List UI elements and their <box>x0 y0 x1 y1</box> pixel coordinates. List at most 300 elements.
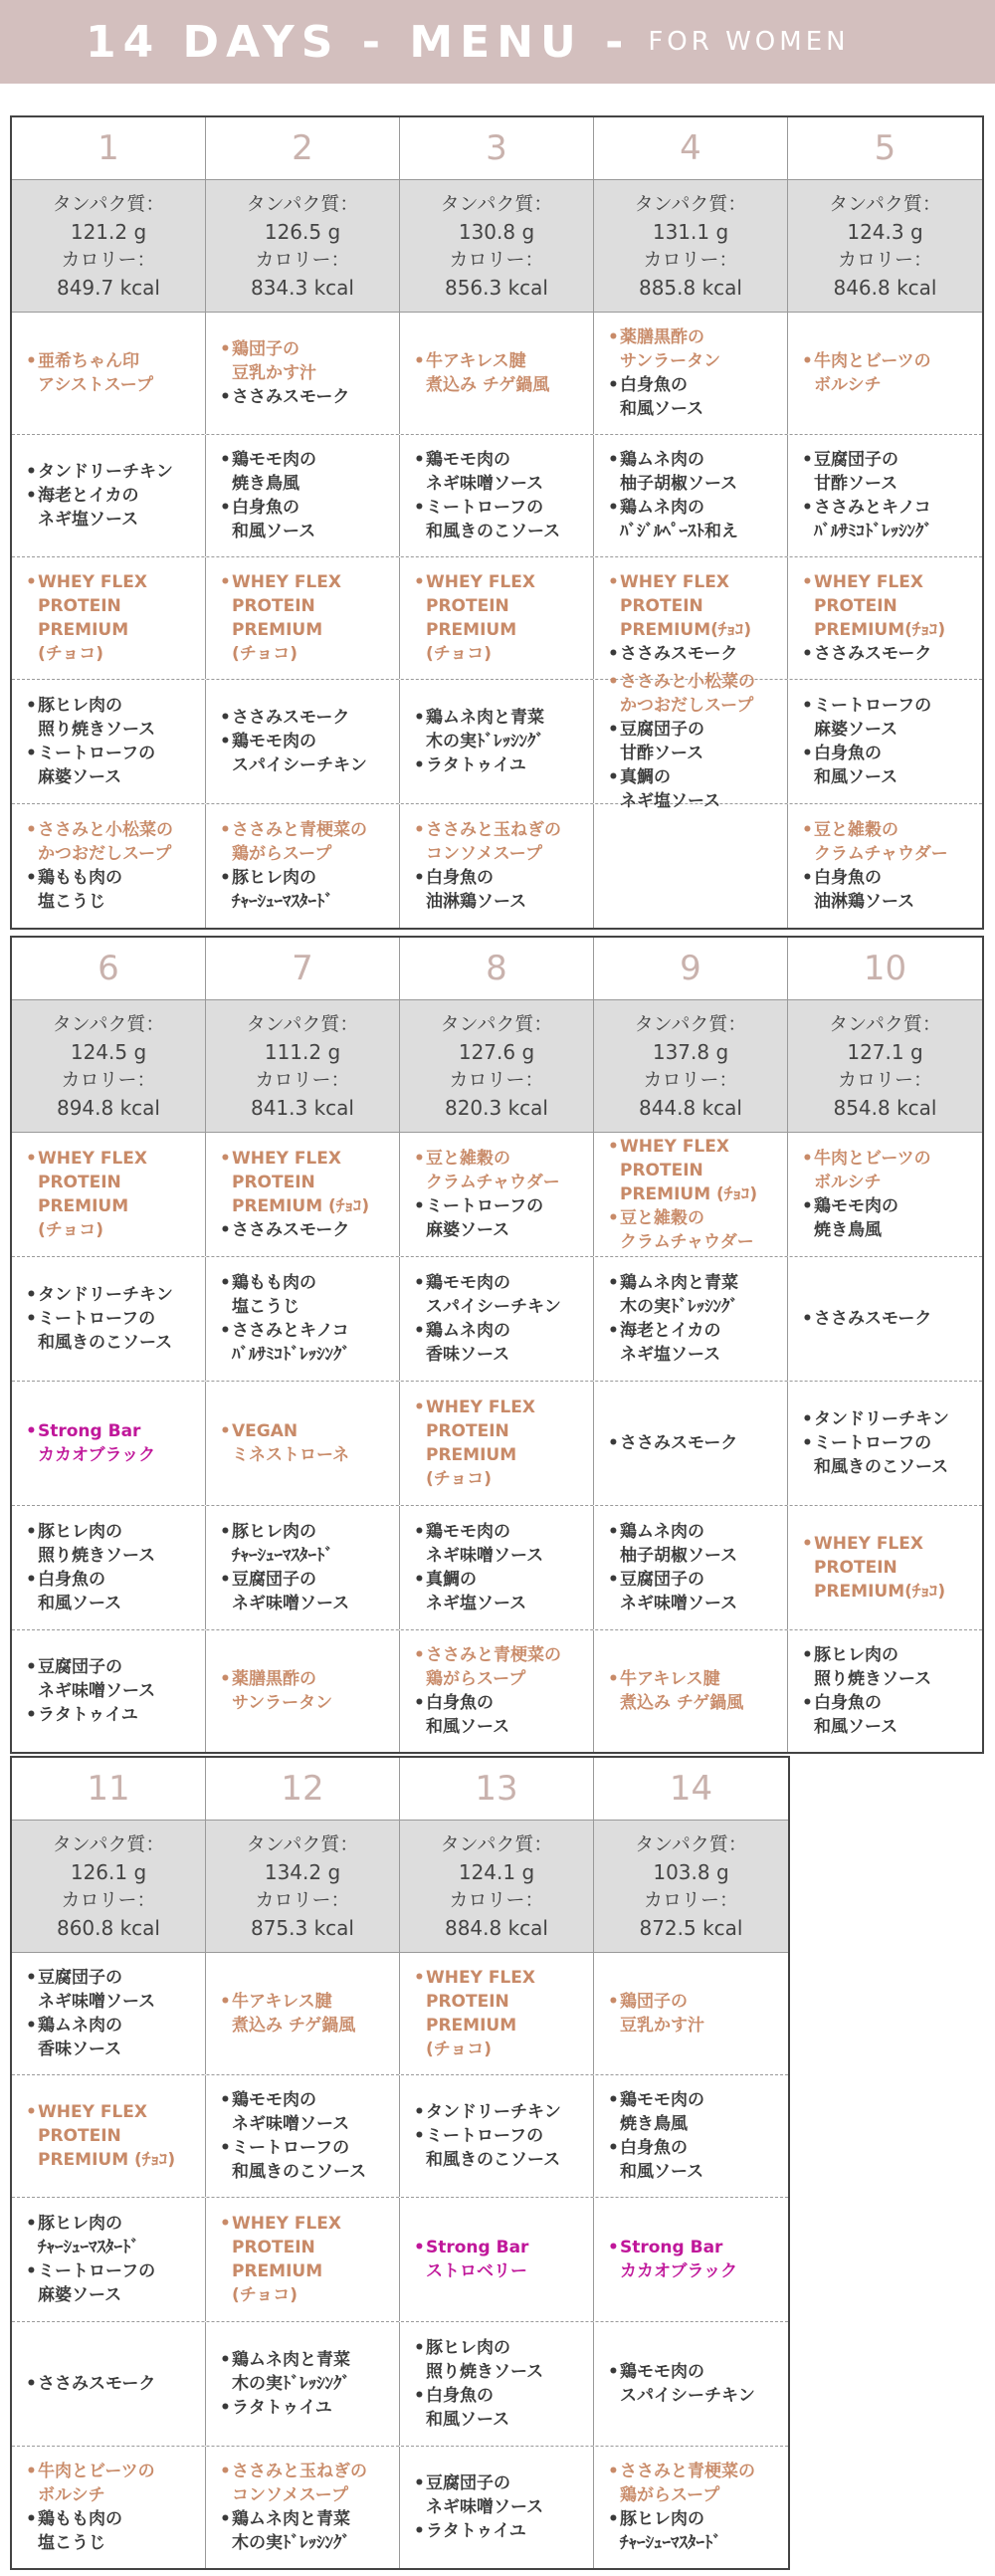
nutrition-row <box>12 180 982 313</box>
bullet-icon: • <box>220 450 231 470</box>
bullet-icon: • <box>608 1137 619 1157</box>
bullet-icon: • <box>608 1522 619 1542</box>
menu-item <box>220 2136 395 2184</box>
menu-item <box>414 866 589 914</box>
menu-item <box>220 1419 395 1467</box>
nutrition-cell <box>206 1821 400 1952</box>
menu-item-text: 牛肉とビーツの ボルシチ <box>814 1149 931 1192</box>
meal-cell <box>400 557 594 679</box>
bullet-icon: • <box>26 2102 37 2122</box>
bullet-icon: • <box>26 1421 37 1441</box>
menu-item-text: 鶏モモ肉の 焼き鳥風 <box>620 2090 704 2134</box>
menu-item-text: ささみとキノコ ﾊﾞﾙｻﾐｺﾄﾞﾚｯｼﾝｸﾞ <box>232 1321 350 1365</box>
protein-label: タンパク質： <box>829 193 941 215</box>
day-number: 13 <box>400 1758 594 1820</box>
meal-cell <box>594 1506 788 1629</box>
menu-item <box>414 349 589 397</box>
menu-item <box>26 2507 201 2555</box>
bullet-icon: • <box>414 1273 425 1293</box>
menu-item <box>26 694 201 742</box>
meal-cell <box>594 1953 788 2074</box>
menu-item <box>220 706 395 730</box>
meal-cell <box>594 2447 788 2568</box>
calories-value: 872.5 kcal <box>639 1916 743 1940</box>
menu-item-text: 鶏ムネ肉の 香味ソース <box>38 2016 122 2059</box>
bullet-icon: • <box>26 1570 37 1590</box>
meal-cell <box>206 1506 400 1629</box>
bullet-icon: • <box>220 2350 231 2370</box>
calories-label: カロリー： <box>255 249 350 271</box>
bullet-icon: • <box>220 708 231 728</box>
menu-item <box>220 2460 395 2507</box>
nutrition-cell <box>12 1000 206 1132</box>
bullet-icon: • <box>608 767 619 787</box>
menu-item <box>802 1147 978 1194</box>
meal-cell <box>788 557 982 679</box>
calories-label: カロリー： <box>255 1069 350 1091</box>
bullet-icon: • <box>608 375 619 395</box>
menu-item <box>26 2259 201 2307</box>
menu-item-text: 牛アキレス腱 煮込み チゲ鍋風 <box>232 1992 356 2036</box>
bullet-icon: • <box>26 2462 37 2481</box>
calories-label: カロリー： <box>643 249 738 271</box>
menu-item-text: WHEY FLEX PROTEIN PREMIUM(ﾁｮｺ) <box>814 1534 946 1602</box>
meal-cell <box>206 435 400 556</box>
menu-item-text: 豆腐団子の ネギ味噌ソース <box>38 1968 156 2012</box>
menu-item-text: WHEY FLEX PROTEIN PREMIUM (ﾁｮｺ) <box>38 2102 176 2170</box>
menu-item-text: 白身魚の 和風ソース <box>814 744 898 787</box>
bullet-icon: • <box>220 339 231 359</box>
meal-row <box>12 1506 982 1630</box>
bullet-icon: • <box>608 1992 619 2012</box>
bullet-icon: • <box>220 732 231 751</box>
menu-item <box>414 2236 589 2283</box>
menu-item <box>608 1667 783 1715</box>
menu-item-text: ミートローフの 和風きのこソース <box>814 1433 949 1477</box>
meal-cell <box>400 1382 594 1505</box>
meal-cell <box>206 2075 400 2197</box>
bullet-icon: • <box>608 327 619 347</box>
bullet-icon: • <box>26 696 37 716</box>
protein-label: タンパク質： <box>246 1833 359 1855</box>
menu-item <box>220 1568 395 1615</box>
protein-label: タンパク質： <box>52 1833 165 1855</box>
meal-cell <box>206 1953 400 2074</box>
bullet-icon: • <box>802 450 813 470</box>
meal-cell <box>400 1630 594 1752</box>
menu-item <box>26 349 201 397</box>
protein-label: タンパク質： <box>246 193 359 215</box>
menu-item-text: 牛アキレス腱 煮込み チゲ鍋風 <box>620 1669 744 1713</box>
menu-item-text: Strong Bar ストロベリー <box>426 2238 529 2281</box>
bullet-icon: • <box>220 2214 231 2234</box>
menu-item <box>608 2460 784 2507</box>
menu-item <box>608 325 783 373</box>
calories-label: カロリー： <box>61 1069 156 1091</box>
menu-item <box>414 1271 589 1319</box>
menu-item-text: Strong Bar カカオブラック <box>620 2238 738 2281</box>
menu-item-text: 豚ヒレ肉の 照り焼きソース <box>426 2338 544 2382</box>
menu-item-text: 鶏団子の 豆乳かす汁 <box>620 1992 704 2036</box>
protein-value: 131.1 g <box>652 220 729 244</box>
protein-value: 121.2 g <box>70 220 147 244</box>
menu-item-text: 鶏団子の 豆乳かす汁 <box>232 339 316 383</box>
meal-cell <box>594 672 788 811</box>
menu-item-text: ささみスモーク <box>232 387 350 407</box>
bullet-icon: • <box>26 2261 37 2281</box>
meal-cell <box>400 2198 594 2321</box>
menu-item-text: 白身魚の 和風ソース <box>38 1570 122 1613</box>
menu-item-text: 豚ヒレ肉の ﾁｬｰｼｭｰﾏｽﾀｰﾄﾞ <box>232 1522 333 1566</box>
bullet-icon: • <box>414 450 425 470</box>
calories-value: 894.8 kcal <box>56 1096 160 1120</box>
meal-row <box>12 1382 982 1506</box>
bullet-icon: • <box>26 2509 37 2529</box>
bullet-icon: • <box>220 1321 231 1341</box>
meal-cell <box>594 1257 788 1381</box>
menu-item <box>220 866 395 914</box>
day-number-row <box>12 117 982 180</box>
menu-item <box>608 2236 784 2283</box>
bullet-icon: • <box>26 486 37 506</box>
bullet-icon: • <box>220 1421 231 1441</box>
meal-cell <box>206 313 400 434</box>
bullet-icon: • <box>414 1149 425 1169</box>
protein-value: 127.6 g <box>458 1040 535 1064</box>
bullet-icon: • <box>220 572 231 592</box>
calories-value: 854.8 kcal <box>833 1096 937 1120</box>
meal-row <box>12 804 982 928</box>
menu-item <box>414 753 589 777</box>
calories-label: カロリー： <box>643 1889 738 1911</box>
menu-item <box>802 1431 978 1479</box>
day-number: 14 <box>669 1769 713 1809</box>
bullet-icon: • <box>26 2374 37 2394</box>
meal-cell <box>12 2322 206 2446</box>
menu-item <box>26 1307 201 1355</box>
menu-item <box>26 866 201 914</box>
meal-row <box>12 313 982 435</box>
day-number: 9 <box>594 938 788 999</box>
day-number: 5 <box>874 128 896 168</box>
menu-item-text: 豆腐団子の ネギ味噌ソース <box>232 1570 350 1613</box>
bullet-icon: • <box>414 572 425 592</box>
menu-item <box>220 385 395 409</box>
menu-item <box>414 2100 589 2124</box>
meal-cell <box>206 2198 400 2321</box>
bullet-icon: • <box>414 2102 425 2122</box>
menu-item-text: 薬膳黒酢の サンラータン <box>620 327 721 371</box>
calories-label: カロリー： <box>61 1889 156 1911</box>
calories-label: カロリー： <box>837 249 932 271</box>
bullet-icon: • <box>220 1220 231 1240</box>
meal-cell <box>788 1506 982 1629</box>
meal-cell <box>206 804 400 928</box>
calories-label: カロリー： <box>449 1889 544 1911</box>
menu-item <box>608 373 783 421</box>
meal-cell <box>594 804 788 928</box>
meal-cell <box>12 1953 206 2074</box>
bullet-icon: • <box>414 1397 425 1417</box>
calories-label: カロリー： <box>449 1069 544 1091</box>
menu-item-text: WHEY FLEX PROTEIN PREMIUM (チョコ) <box>426 1397 535 1489</box>
bullet-icon: • <box>802 696 813 716</box>
bullet-icon: • <box>414 1645 425 1665</box>
bullet-icon: • <box>802 1693 813 1713</box>
bullet-icon: • <box>414 1693 425 1713</box>
nutrition-cell <box>788 180 982 312</box>
menu-item <box>26 460 201 484</box>
bullet-icon: • <box>26 1149 37 1169</box>
menu-item <box>608 570 783 642</box>
bullet-icon: • <box>220 1992 231 2012</box>
bullet-icon: • <box>608 2238 619 2257</box>
menu-item-text: 豆腐団子の 甘酢ソース <box>620 720 704 763</box>
bullet-icon: • <box>414 1321 425 1341</box>
menu-item <box>802 1691 978 1739</box>
menu-item <box>802 496 978 543</box>
bullet-icon: • <box>802 1309 813 1329</box>
meal-cell <box>400 804 594 928</box>
menu-item-text: 豆腐団子の ネギ味噌ソース <box>426 2473 544 2517</box>
menu-item-text: WHEY FLEX PROTEIN PREMIUM (ﾁｮｺ) <box>620 1137 758 1204</box>
menu-item <box>220 337 395 385</box>
menu-item <box>414 2519 589 2543</box>
calories-value: 841.3 kcal <box>250 1096 354 1120</box>
menu-item-text: WHEY FLEX PROTEIN PREMIUM (チョコ) <box>38 1149 147 1240</box>
bullet-icon: • <box>802 1149 813 1169</box>
bullet-icon: • <box>414 2338 425 2358</box>
protein-value: 126.5 g <box>264 220 341 244</box>
bullet-icon: • <box>802 351 813 371</box>
meal-cell <box>12 1133 206 1256</box>
menu-item <box>220 1520 395 1568</box>
menu-item-text: 鶏ムネ肉の 柚子胡椒ソース <box>620 1522 738 1566</box>
bullet-icon: • <box>608 1433 619 1453</box>
menu-item-text: 白身魚の 和風ソース <box>620 2138 704 2182</box>
bullet-icon: • <box>220 2398 231 2418</box>
nutrition-row <box>12 1821 788 1953</box>
menu-item-text: 豚ヒレ肉の ﾁｬｰｼｭｰﾏｽﾀｰﾄﾞ <box>232 868 333 912</box>
menu-item-text: ささみと玉ねぎの コンソメスープ <box>426 820 561 864</box>
meal-cell <box>206 557 400 679</box>
meal-cell <box>594 2075 788 2197</box>
day-number: 6 <box>12 938 206 999</box>
menu-item <box>26 1419 201 1467</box>
menu-item-text: ミートローフの 和風きのこソース <box>426 2126 561 2170</box>
page-subtitle: FOR WOMEN <box>648 27 850 57</box>
menu-item-text: VEGAN ミネストローネ <box>232 1421 350 1465</box>
menu-item <box>26 484 201 532</box>
meal-cell <box>594 1382 788 1505</box>
menu-item <box>414 2471 589 2519</box>
bullet-icon: • <box>220 387 231 407</box>
bullet-icon: • <box>608 1273 619 1293</box>
protein-label: タンパク質： <box>440 193 553 215</box>
menu-item-text: ラタトゥイユ <box>426 2521 526 2541</box>
menu-item <box>26 1147 201 1242</box>
meal-cell <box>12 1382 206 1505</box>
bullet-icon: • <box>220 1669 231 1689</box>
bullet-icon: • <box>26 868 37 888</box>
bullet-icon: • <box>608 450 619 470</box>
menu-item <box>802 866 978 914</box>
menu-item-text: 鶏ムネ肉と青菜 木の実ﾄﾞﾚｯｼﾝｸﾞ <box>620 1273 738 1317</box>
menu-item <box>414 2384 589 2432</box>
meal-row <box>12 435 982 557</box>
bullet-icon: • <box>26 1657 37 1677</box>
day-number: 2 <box>206 117 400 179</box>
bullet-icon: • <box>802 1196 813 1216</box>
protein-label: タンパク質： <box>634 1013 747 1035</box>
protein-label: タンパク質： <box>246 1013 359 1035</box>
meal-row <box>12 2447 788 2568</box>
menu-item <box>802 1194 978 1242</box>
meal-row <box>12 2198 788 2322</box>
menu-item <box>414 1395 589 1491</box>
menu-item <box>220 1990 395 2038</box>
menu-item-text: 白身魚の 油淋鶏ソース <box>426 868 527 912</box>
meal-row <box>12 1133 982 1257</box>
menu-item <box>608 718 783 765</box>
bullet-icon: • <box>608 2362 619 2382</box>
meal-cell <box>400 313 594 434</box>
menu-item <box>220 2396 395 2420</box>
bullet-icon: • <box>608 720 619 740</box>
menu-item <box>220 1218 395 1242</box>
day-number: 8 <box>400 938 594 999</box>
calories-value: 846.8 kcal <box>833 276 937 300</box>
menu-item-text: 鶏モモ肉の スパイシーチキン <box>620 2362 755 2406</box>
menu-item-text: タンドリーチキン <box>38 1285 173 1305</box>
meal-cell <box>206 1630 400 1752</box>
menu-item <box>26 1966 201 2014</box>
protein-value: 103.8 g <box>653 1860 729 1884</box>
menu-item <box>608 1520 783 1568</box>
calories-value: 834.3 kcal <box>250 276 354 300</box>
menu-item <box>26 2100 201 2172</box>
meal-row <box>12 1630 982 1752</box>
menu-item-text: 鶏もも肉の 塩こうじ <box>38 2509 122 2553</box>
bullet-icon: • <box>414 1522 425 1542</box>
calories-value: 856.3 kcal <box>444 276 548 300</box>
meal-cell <box>12 1506 206 1629</box>
menu-item <box>414 1966 589 2061</box>
menu-item <box>608 448 783 496</box>
bullet-icon: • <box>220 498 231 518</box>
bullet-icon: • <box>608 1321 619 1341</box>
menu-item <box>802 448 978 496</box>
menu-item-text: WHEY FLEX PROTEIN PREMIUM(ﾁｮｺ) <box>814 572 946 640</box>
protein-label: タンパク質： <box>440 1013 553 1035</box>
bullet-icon: • <box>608 1669 619 1689</box>
menu-item <box>608 670 783 718</box>
protein-label: タンパク質： <box>634 193 747 215</box>
menu-item <box>220 2348 395 2396</box>
bullet-icon: • <box>414 351 425 371</box>
menu-item-text: ささみとキノコ ﾊﾞﾙｻﾐｺﾄﾞﾚｯｼﾝｸﾞ <box>814 498 932 541</box>
menu-item-text: WHEY FLEX PROTEIN PREMIUM(ﾁｮｺ) <box>620 572 752 640</box>
menu-item-text: 亜希ちゃん印 アシストスープ <box>38 351 153 395</box>
menu-item-text: WHEY FLEX PROTEIN PREMIUM (チョコ) <box>38 572 147 664</box>
nutrition-cell <box>12 180 206 312</box>
menu-item-text: 鶏モモ肉の 焼き鳥風 <box>232 450 316 494</box>
menu-item <box>414 1520 589 1568</box>
protein-label: タンパク質： <box>52 1013 165 1035</box>
menu-item-text: 鶏ムネ肉の 香味ソース <box>426 1321 510 1365</box>
nutrition-cell <box>12 1821 206 1952</box>
menu-item <box>802 1643 978 1691</box>
menu-item <box>26 1568 201 1615</box>
menu-item-text: 豚ヒレ肉の ﾁｬｰｼｭｰﾏｽﾀｰﾄﾞ <box>38 2214 139 2257</box>
day-number-row <box>12 938 982 1000</box>
menu-item-text: 鶏もも肉の 塩こうじ <box>38 868 122 912</box>
menu-item <box>26 818 201 866</box>
bullet-icon: • <box>26 1285 37 1305</box>
menu-item <box>220 2212 395 2307</box>
menu-item-text: ミートローフの 麻婆ソース <box>426 1196 544 1240</box>
protein-value: 134.2 g <box>264 1860 341 1884</box>
menu-item-text: WHEY FLEX PROTEIN PREMIUM (チョコ) <box>426 1968 535 2059</box>
menu-item-text: WHEY FLEX PROTEIN PREMIUM (ﾁｮｺ) <box>232 1149 370 1216</box>
menu-item <box>26 1655 201 1703</box>
meal-cell <box>788 313 982 434</box>
bullet-icon: • <box>26 2016 37 2036</box>
bullet-icon: • <box>220 2090 231 2110</box>
protein-value: 137.8 g <box>652 1040 729 1064</box>
bullet-icon: • <box>414 2521 425 2541</box>
protein-value: 124.5 g <box>70 1040 147 1064</box>
menu-item-text: WHEY FLEX PROTEIN PREMIUM (チョコ) <box>232 2214 341 2305</box>
bullet-icon: • <box>26 572 37 592</box>
meal-cell <box>12 1630 206 1752</box>
menu-item-text: ささみスモーク <box>814 644 932 664</box>
bullet-icon: • <box>802 572 813 592</box>
menu-item <box>802 818 978 866</box>
menu-item <box>26 742 201 789</box>
menu-item <box>608 2136 784 2184</box>
protein-value: 126.1 g <box>70 1860 147 1884</box>
meal-cell <box>594 1630 788 1752</box>
menu-item-text: ミートローフの 麻婆ソース <box>814 696 932 740</box>
week-table-2 <box>10 936 984 1754</box>
menu-item-text: ささみスモーク <box>814 1309 932 1329</box>
meal-row <box>12 557 982 680</box>
bullet-icon: • <box>802 1409 813 1429</box>
bullet-icon: • <box>608 644 619 664</box>
meal-cell <box>788 435 982 556</box>
protein-value: 127.1 g <box>847 1040 923 1064</box>
bullet-icon: • <box>26 1705 37 1725</box>
menu-item <box>26 1283 201 1307</box>
menu-item <box>220 570 395 666</box>
menu-item <box>414 1568 589 1615</box>
menu-item <box>414 1194 589 1242</box>
menu-item <box>220 1271 395 1319</box>
meal-row <box>12 2322 788 2447</box>
menu-item-text: 鶏ムネ肉と青菜 木の実ﾄﾞﾚｯｼﾝｸﾞ <box>232 2350 350 2394</box>
meal-cell <box>206 2447 400 2568</box>
menu-item <box>220 1147 395 1218</box>
menu-item-text: ラタトゥイユ <box>38 1705 138 1725</box>
menu-item <box>414 2336 589 2384</box>
bullet-icon: • <box>802 1645 813 1665</box>
bullet-icon: • <box>802 820 813 840</box>
meal-cell <box>400 1133 594 1256</box>
meal-row <box>12 2075 788 2198</box>
menu-item <box>608 2360 784 2408</box>
bullet-icon: • <box>608 2509 619 2529</box>
